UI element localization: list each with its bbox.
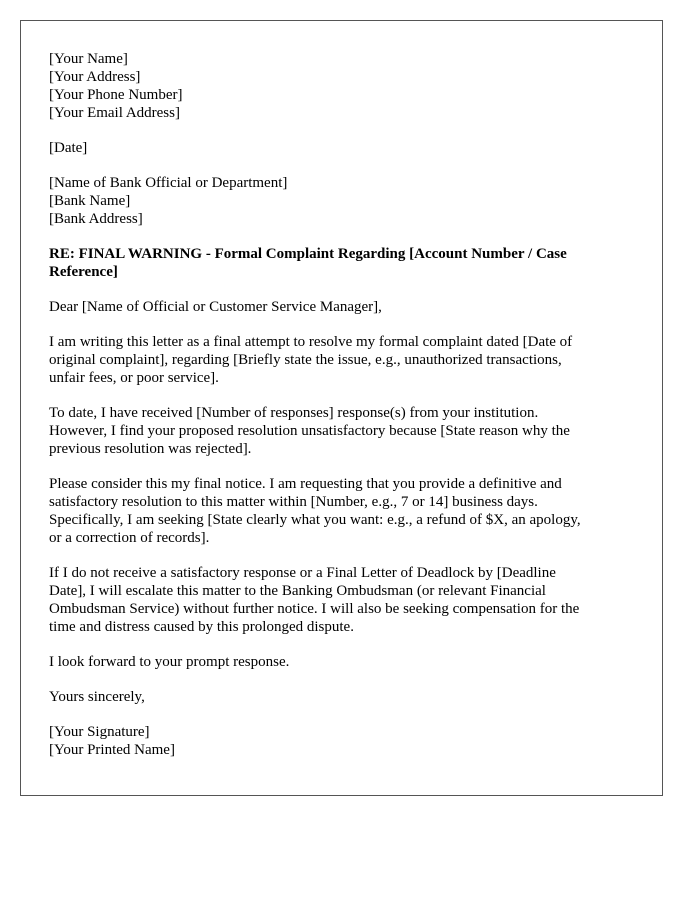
text-line: However, I find your proposed resolution unsatisfactory because [State reason why the [49,423,570,439]
text-line: Date], I will escalate this matter to the Banking Ombudsman (or relevant Financial [49,583,546,599]
text-line: [Name of Bank Official or Department] [49,175,288,191]
body-paragraph-final-notice [49,475,634,547]
text-line: Ombudsman Service) without further notice. I will also be seeking compensation for the [49,601,580,617]
text-line: Dear [Name of Official or Customer Service Manager], [49,299,382,315]
body-paragraph-responses [49,404,634,458]
text-line: Please consider this my final notice. I am requesting that you provide a definitive and [49,476,562,492]
text-line: Specifically, I am seeking [State clearly what you want: e.g., a refund of $X, an apology, [49,512,581,528]
body-paragraph-intro [49,333,634,387]
text-line: [Bank Name] [49,193,131,209]
text-line: or a correction of records]. [49,530,210,546]
sign-off [49,688,634,706]
text-line: previous resolution was rejected]. [49,441,252,457]
text-line: time and distress caused by this prolonged dispute. [49,619,354,635]
text-line: unfair fees, or poor service]. [49,370,219,386]
text-line: satisfactory resolution to this matter within [Number, e.g., 7 or 14] business days. [49,494,538,510]
text-line: To date, I have received [Number of responses] response(s) from your institution. [49,405,539,421]
subject-line [49,245,634,281]
text-line: I look forward to your prompt response. [49,654,290,670]
text-line: [Your Signature] [49,724,150,740]
recipient-block [49,174,634,228]
text-line: [Your Printed Name] [49,742,175,758]
text-line: [Your Phone Number] [49,87,183,103]
text-line: [Bank Address] [49,211,143,227]
text-line: [Date] [49,140,88,156]
letter-document [20,20,663,796]
text-line: If I do not receive a satisfactory response or a Final Letter of Deadlock by [Deadline [49,565,556,581]
signature-block [49,723,634,759]
text-line: Reference] [49,264,118,280]
text-line: RE: FINAL WARNING - Formal Complaint Regarding [Account Number / Case [49,246,567,262]
closing-remark [49,653,634,671]
body-paragraph-escalation [49,564,634,636]
text-line: Yours sincerely, [49,689,145,705]
date [49,139,634,157]
sender-block [49,50,634,122]
salutation [49,298,634,316]
text-line: [Your Email Address] [49,105,180,121]
text-line: [Your Address] [49,69,141,85]
text-line: original complaint], regarding [Briefly state the issue, e.g., unauthorized transactions, [49,352,562,368]
text-line: I am writing this letter as a final attempt to resolve my formal complaint dated [Date of [49,334,573,350]
text-line: [Your Name] [49,51,128,67]
